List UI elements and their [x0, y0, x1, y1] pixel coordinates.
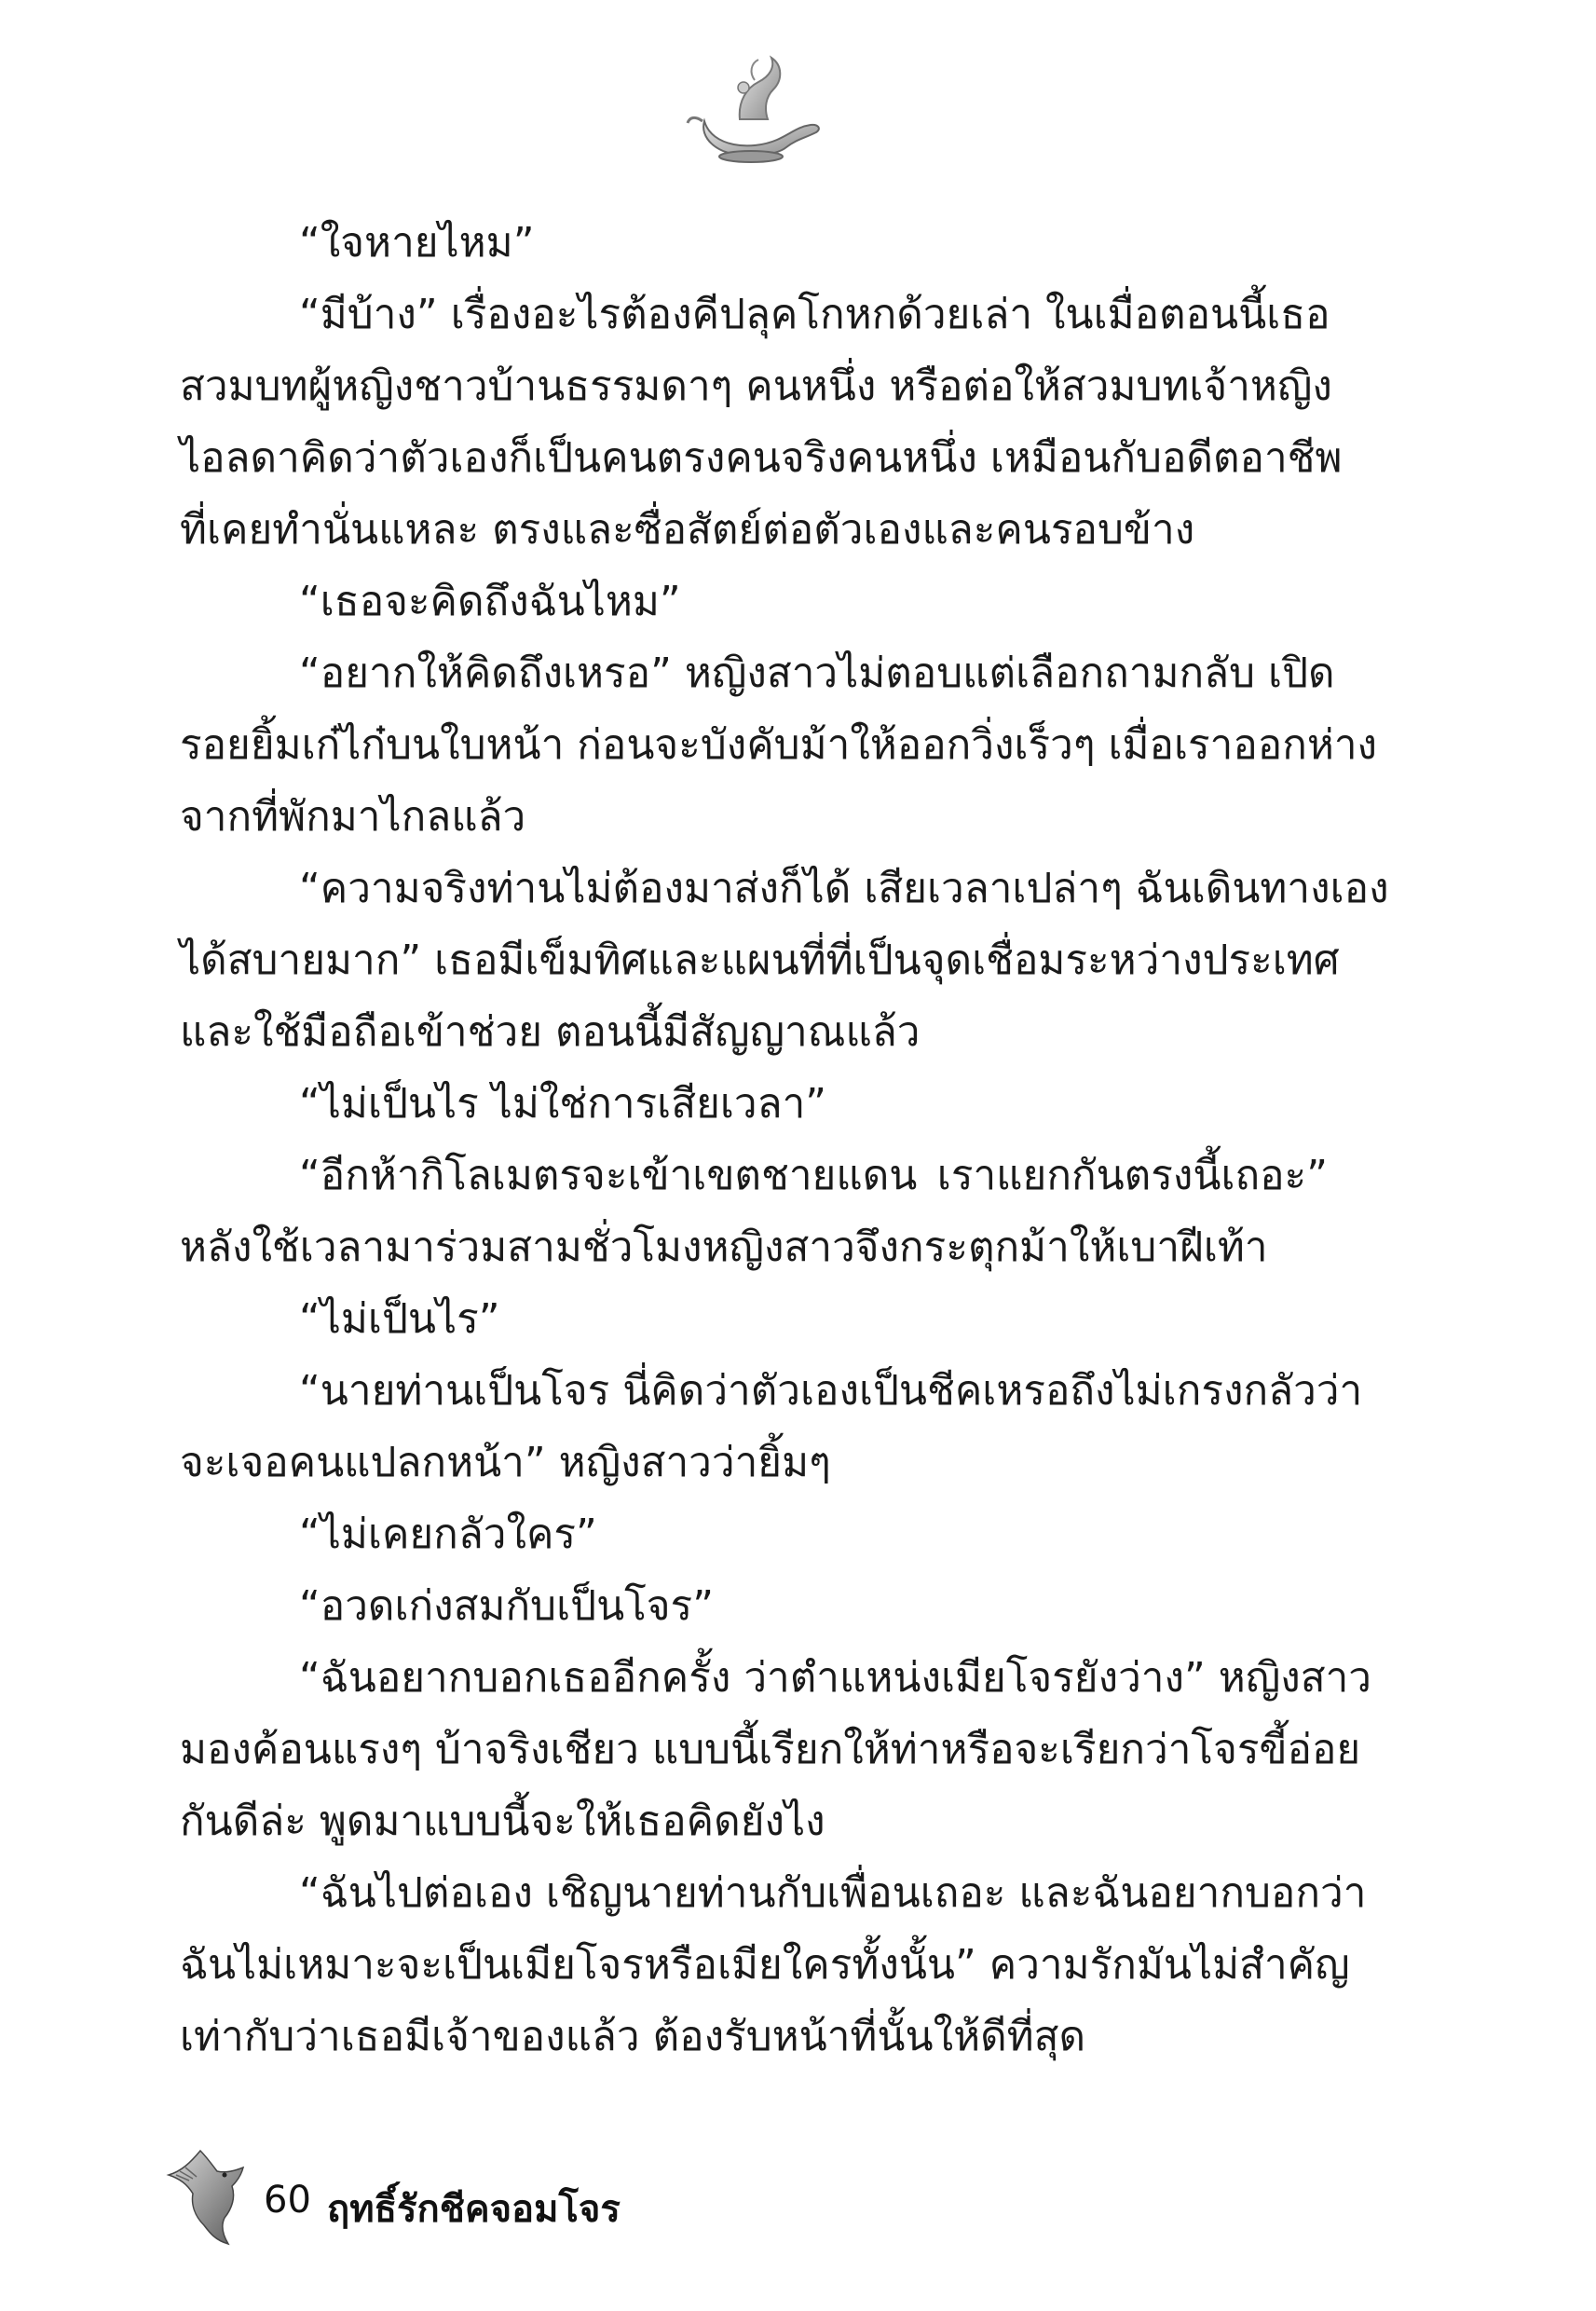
text-line: ฉันไม่เหมาะจะเป็นเมียโจรหรือเมียใครทั้งนั้น” ความรักมันไม่สำคัญ: [180, 1941, 1350, 1989]
magic-lamp-icon: [686, 54, 825, 166]
text-line: จากที่พักมาไกลแล้ว: [180, 793, 526, 841]
text-line: “นายท่านเป็นโจร นี่คิดว่าตัวเองเป็นชีคเหรอถึงไม่เกรงกลัวว่า: [299, 1367, 1363, 1415]
text-line: ไอลดาคิดว่าตัวเองก็เป็นคนตรงคนจริงคนหนึ่ง เหมือนกับอดีตอาชีพ: [180, 434, 1343, 482]
text-line: มองค้อนแรงๆ บ้าจริงเชียว แบบนี้เรียกให้ท่าหรือจะเรียกว่าโจรขี้อ่อย: [180, 1726, 1361, 1773]
text-line: และใช้มือถือเข้าช่วย ตอนนี้มีสัญญาณแล้ว: [180, 1008, 921, 1056]
text-line: ที่เคยทำนั่นแหละ ตรงและซื่อสัตย์ต่อตัวเองและคนรอบข้าง: [180, 506, 1195, 554]
text-line: จะเจอคนแปลกหน้า” หญิงสาวว่ายิ้มๆ: [180, 1439, 831, 1486]
text-line: กันดีล่ะ พูดมาแบบนี้จะให้เธอคิดยังไง: [180, 1798, 825, 1845]
text-line: สวมบทผู้หญิงชาวบ้านธรรมดาๆ คนหนึ่ง หรือต่อให้สวมบทเจ้าหญิง: [180, 362, 1332, 410]
bird-icon: [163, 2143, 247, 2246]
text-line: “อีกห้ากิโลเมตรจะเข้าเขตชายแดน เราแยกกันตรงนี้เถอะ”: [299, 1152, 1328, 1199]
text-line: “ฉันไปต่อเอง เชิญนายท่านกับเพื่อนเถอะ และฉันอยากบอกว่า: [299, 1869, 1367, 1917]
text-line: “เธอจะคิดถึงฉันไหม”: [299, 578, 681, 625]
text-line: ได้สบายมาก” เธอมีเข็มทิศและแผนที่ที่เป็นจุดเชื่อมระหว่างประเทศ: [180, 937, 1340, 984]
text-line: “ฉันอยากบอกเธออีกครั้ง ว่าตำแหน่งเมียโจรยังว่าง” หญิงสาว: [299, 1654, 1372, 1702]
text-line: “มีบ้าง” เรื่องอะไรต้องคีปลุคโกหกด้วยเล่า ในเมื่อตอนนี้เธอ: [299, 291, 1330, 338]
text-line: “ไม่เป็นไร”: [299, 1295, 500, 1343]
text-line: “ความจริงท่านไม่ต้องมาส่งก็ได้ เสียเวลาเปล่าๆ ฉันเดินทางเอง: [299, 865, 1389, 912]
book-title: ฤทธิ์รักชีคจอมโจร: [327, 2188, 621, 2231]
page-footer: [163, 2143, 815, 2246]
text-line: “ไม่เคยกลัวใคร”: [299, 1511, 597, 1558]
text-line: “อวดเก่งสมกับเป็นโจร”: [299, 1582, 714, 1630]
body-text: [180, 207, 1389, 2072]
text-line: “ไม่เป็นไร ไม่ใช่การเสียเวลา”: [299, 1080, 827, 1128]
text-line: รอยยิ้มเก๋ไก๋บนใบหน้า ก่อนจะบังคับม้าให้ออกวิ่งเร็วๆ เมื่อเราออกห่าง: [180, 721, 1378, 769]
text-line: “ใจหายไหม”: [299, 219, 535, 267]
text-line: เท่ากับว่าเธอมีเจ้าของแล้ว ต้องรับหน้าที่นั้นให้ดีที่สุด: [180, 2013, 1086, 2060]
text-line: “อยากให้คิดถึงเหรอ” หญิงสาวไม่ตอบแต่เลือกถามกลับ เปิด: [299, 650, 1335, 697]
text-line: หลังใช้เวลามาร่วมสามชั่วโมงหญิงสาวจึงกระตุกม้าให้เบาฝีเท้า: [180, 1224, 1268, 1271]
page-number: 60: [264, 2179, 311, 2222]
